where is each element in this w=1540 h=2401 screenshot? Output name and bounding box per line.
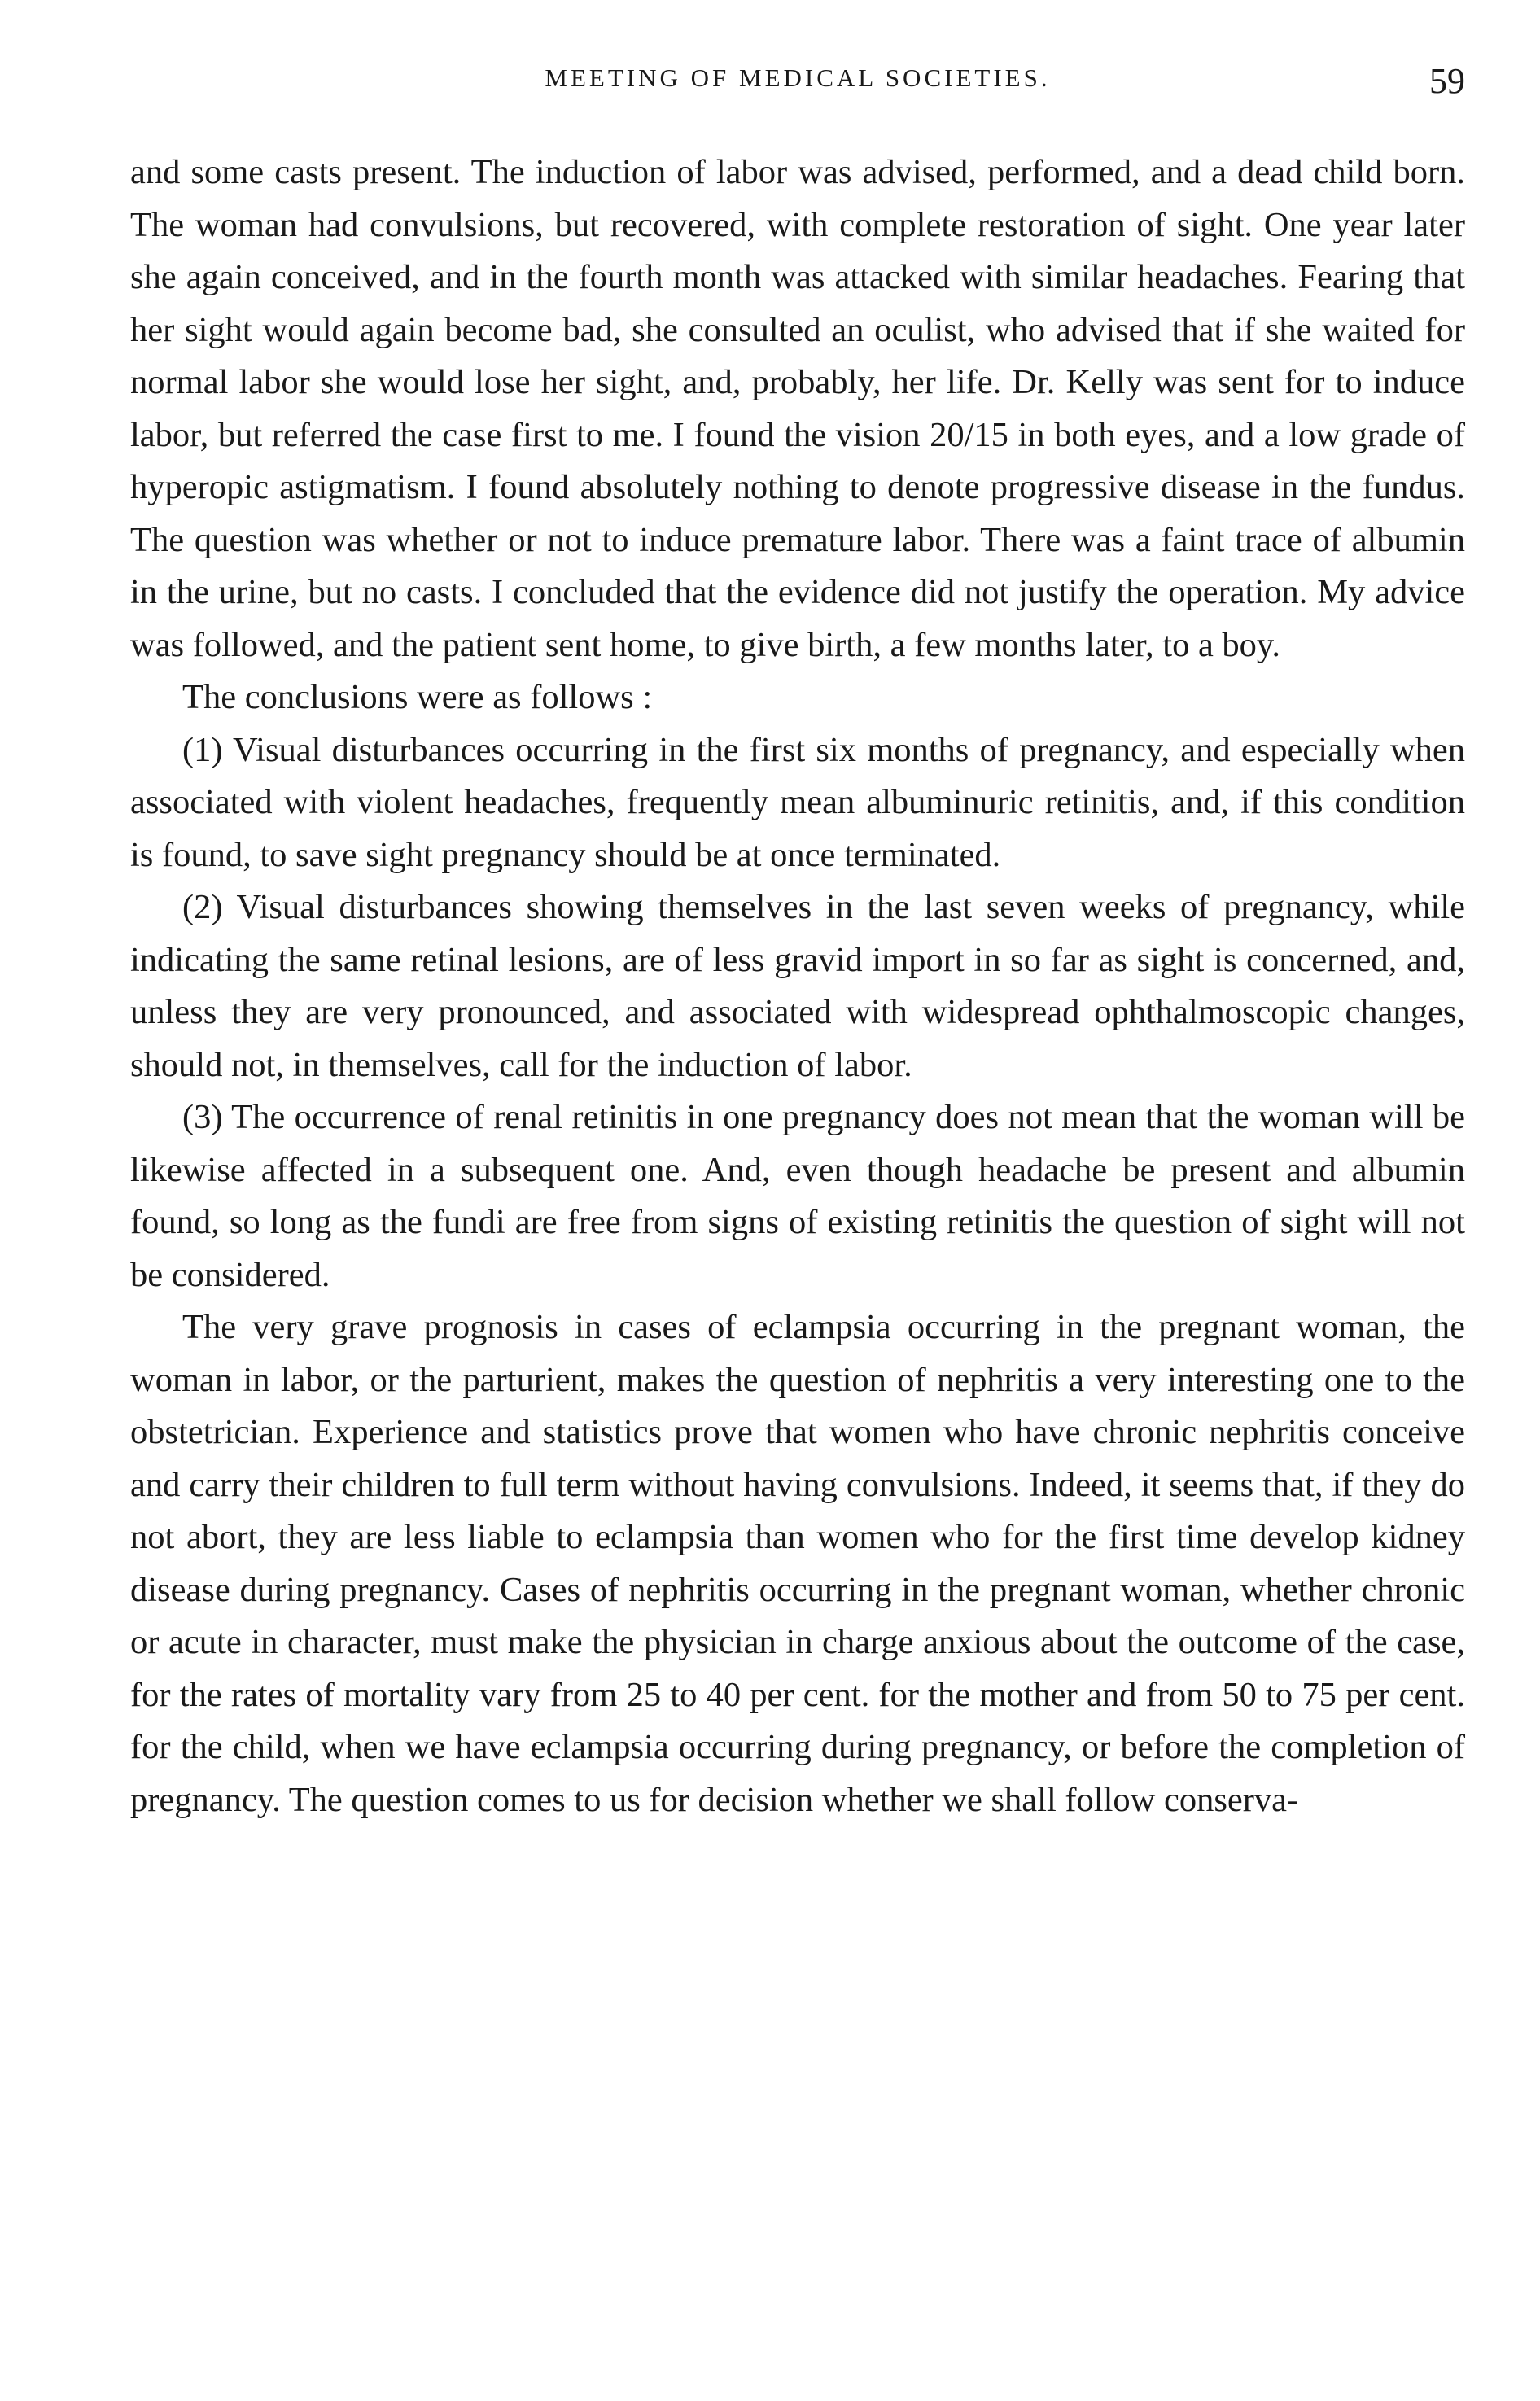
page-number: 59 — [1429, 61, 1465, 101]
paragraph-eclampsia-prognosis: The very grave prognosis in cases of eclampsia occurring in the pregnant woman, the woman in labor, or the parturient, makes the question of nephritis a very interesting one to the obstetrician. Experience and statistics prove that women who have chronic nephritis conceive and carry their children to full term without having convulsions. Indeed, it seems that, if they do not abort, they are less liable to eclampsia than women who for the first time develop kidney disease during pregnancy. Cases of nephritis occurring in the pregnant woman, whether chronic or acute in character, must make the physician in charge anxious about the outcome of the case, for the rates of mortality vary from 25 to 40 per cent. for the mother and from 50 to 75 per cent. for the child, when we have eclampsia occurring during pregnancy, or before the completion of pregnancy. The question comes to us for decision whether we shall follow conserva- — [130, 1308, 1465, 1819]
running-head — [130, 63, 1465, 112]
running-title: MEETING OF MEDICAL SOCIETIES. — [545, 63, 1051, 92]
body-text — [130, 147, 1465, 1826]
paragraph-conclusion-1: (1) Visual disturbances occurring in the first six months of pregnancy, and especially when associated with violent headaches, frequently mean albuminuric retinitis, and, if this condition is found, to save sight pregnancy should be at once terminated. — [130, 730, 1465, 874]
paragraph-conclusion-2: (2) Visual disturbances showing themselves in the last seven weeks of pregnancy, while indicating the same retinal lesions, are of less gravid import in so far as sight is concerned, and, unless they are very pronounced, and associated with widespread ophthalmoscopic changes, should not, in themselves, call for the induction of labor. — [130, 888, 1465, 1084]
paragraph-conclusion-3: (3) The occurrence of renal retinitis in one pregnancy does not mean that the woman will be likewise affected in a subsequent one. And, even though headache be present and albumin found, so long as the fundi are free from signs of existing retinitis the question of sight will not be considered. — [130, 1098, 1465, 1294]
paragraph-case-continuation: and some casts present. The induction of labor was advised, performed, and a dead child born. The woman had convulsions, but recovered, with complete restoration of sight. One year later she again conceived, and in the fourth month was attacked with similar headaches. Fearing that her sight would again become bad, she consulted an oculist, who advised that if she waited for normal labor she would lose her sight, and, probably, her life. Dr. Kelly was sent for to induce labor, but referred the case first to me. I found the vision 20/15 in both eyes, and a low grade of hyperopic astigmatism. I found absolutely nothing to denote progressive disease in the fundus. The question was whether or not to induce premature labor. There was a faint trace of albumin in the urine, but no casts. I concluded that the evidence did not justify the operation. My advice was followed, and the patient sent home, to give birth, a few months later, to a boy. — [130, 153, 1465, 664]
paragraph-conclusions-intro: The conclusions were as follows : — [182, 678, 653, 716]
